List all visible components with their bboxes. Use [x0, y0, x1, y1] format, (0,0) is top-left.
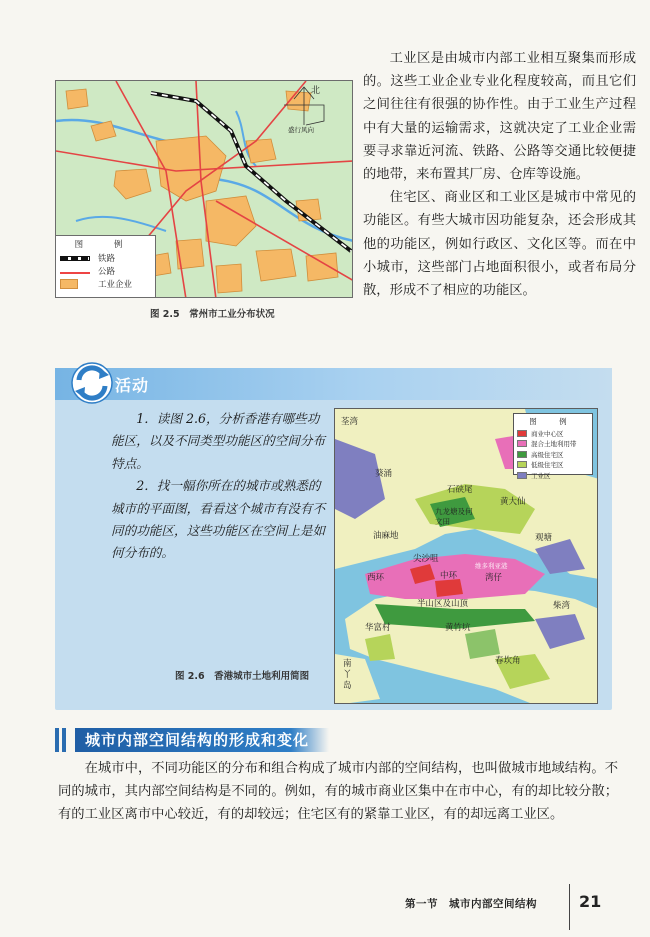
section-heading — [55, 728, 329, 752]
footer-divider — [569, 884, 570, 930]
legend26-label-cbd: 商业中心区 — [531, 429, 564, 438]
road-symbol-icon — [60, 272, 90, 274]
paragraph-functional-zones: 住宅区、商业区和工业区是城市中常见的功能区。有些大城市因功能复杂，还会形成其他的功能区，例如行政区、文化区等。而在中小城市，这些部门占地面积很小，或者布局分散，形成不了相应的功能区。 — [363, 190, 636, 299]
railway-symbol-icon — [60, 256, 90, 261]
legend-row-industry — [60, 277, 151, 290]
place-kwai-chung: 葵涌 — [375, 469, 393, 479]
legend26-row-industry — [517, 470, 589, 481]
figure-2-6-caption: 图 2.6 香港城市土地利用简图 — [175, 671, 310, 682]
place-shek-kip-mei: 石硖尾 — [447, 485, 473, 495]
legend26-row-low — [517, 460, 589, 471]
activity-question-2: 2．找一幅你所在的城市或熟悉的城市的平面图，看看这个城市有没有不同的功能区，这些功能区在空间上是如何分布的。 — [111, 478, 326, 561]
legend26-label-high: 高级住宅区 — [531, 450, 564, 459]
place-yau-ma-tei: 油麻地 — [373, 531, 399, 541]
fig26-legend — [513, 413, 593, 480]
figure-2-5-caption: 图 2.5 常州市工业分布状况 — [150, 309, 275, 320]
activity-questions — [111, 408, 331, 565]
right-column-text — [363, 47, 636, 302]
victoria-harbour-label: 维多利亚港 — [475, 562, 508, 570]
section-body — [58, 757, 618, 827]
place-chai-wan: 柴湾 — [553, 601, 571, 611]
place-mid-levels-peak: 半山区及山顶 — [417, 599, 469, 609]
place-wong-chuk-hang: 黄竹坑 — [445, 623, 471, 633]
legend26-row-high — [517, 449, 589, 460]
place-lamma-island: 南丫岛 — [343, 659, 352, 691]
hongkong-landuse-map — [334, 408, 598, 704]
mixed-swatch-icon — [517, 440, 527, 447]
legend26-label-low: 低级住宅区 — [531, 461, 564, 470]
legend-row-road — [60, 264, 151, 277]
page-number: 21 — [579, 892, 602, 911]
place-tsuen-wan: 荃湾 — [341, 417, 359, 427]
activity-title: 活动 — [115, 376, 150, 395]
place-kwun-tong: 观塘 — [535, 533, 553, 543]
fig25-legend — [56, 235, 156, 297]
place-central: 中环 — [440, 571, 458, 581]
section-heading-bars-icon — [55, 728, 69, 752]
place-kowloon-tong: 九龙塘及何文田 — [435, 507, 473, 526]
place-western: 西环 — [367, 573, 385, 583]
legend26-label-industry: 工业区 — [531, 471, 551, 480]
low-res-swatch-icon — [517, 461, 527, 468]
legend-row-railway — [60, 251, 151, 264]
activity-box — [55, 368, 612, 710]
place-wan-chai: 湾仔 — [485, 573, 503, 583]
activity-question-1: 1．读图 2.6，分析香港有哪些功能区，以及不同类型功能区的空间分布特点。 — [111, 411, 326, 471]
cycle-arrows-icon — [69, 360, 115, 406]
place-tsim-sha-tsui: 尖沙咀 — [413, 554, 439, 564]
legend-label-road: 公路 — [98, 266, 116, 277]
north-label: 北 — [311, 86, 321, 96]
paragraph-industrial-zone: 工业区是由城市内部工业相互聚集而形成的。这些工业企业专业化程度较高，而且它们之间往往有很强的协作性。由于工业生产过程中有大量的运输需求，这就决定了工业企业需要寻求靠近河流、铁路、公路等交通比较便捷的地带，来布置其厂房、仓库等设施。 — [363, 51, 636, 183]
place-wah-fu: 华富村 — [365, 623, 391, 633]
legend-label-railway: 铁路 — [98, 253, 116, 264]
high-res-swatch-icon — [517, 451, 527, 458]
fig26-legend-title: 图 例 — [529, 417, 577, 426]
legend26-label-mixed: 混合土地利用带 — [531, 440, 577, 449]
cbd-swatch-icon — [517, 430, 527, 437]
paragraph-spatial-structure: 在城市中，不同功能区的分布和组合构成了城市内部的空间结构，也叫做城市地域结构。不同的城市，其内部空间结构是不同的。例如，有的城市商业区集中在市中心，有的却比较分散；有的工业区离市中心较近，有的却较远；住宅区有的紧靠工业区，有的却远离工业区。 — [58, 761, 618, 823]
footer-section-label: 第一节 城市内部空间结构 — [405, 898, 537, 910]
fig25-legend-title: 图 例 — [74, 240, 137, 250]
legend26-row-cbd — [517, 428, 589, 439]
changzhou-industry-map — [55, 80, 353, 298]
industry-symbol-icon — [60, 279, 78, 289]
wind-direction-label: 盛行风向 — [288, 126, 314, 134]
section-title: 城市内部空间结构的形成和变化 — [75, 728, 329, 752]
industry-swatch-icon — [517, 472, 527, 479]
legend26-row-mixed — [517, 439, 589, 450]
place-chung-hom-kok: 春坎角 — [495, 656, 521, 666]
legend-label-industry: 工业企业 — [98, 279, 133, 290]
place-wong-tai-sin: 黄大仙 — [500, 497, 526, 507]
